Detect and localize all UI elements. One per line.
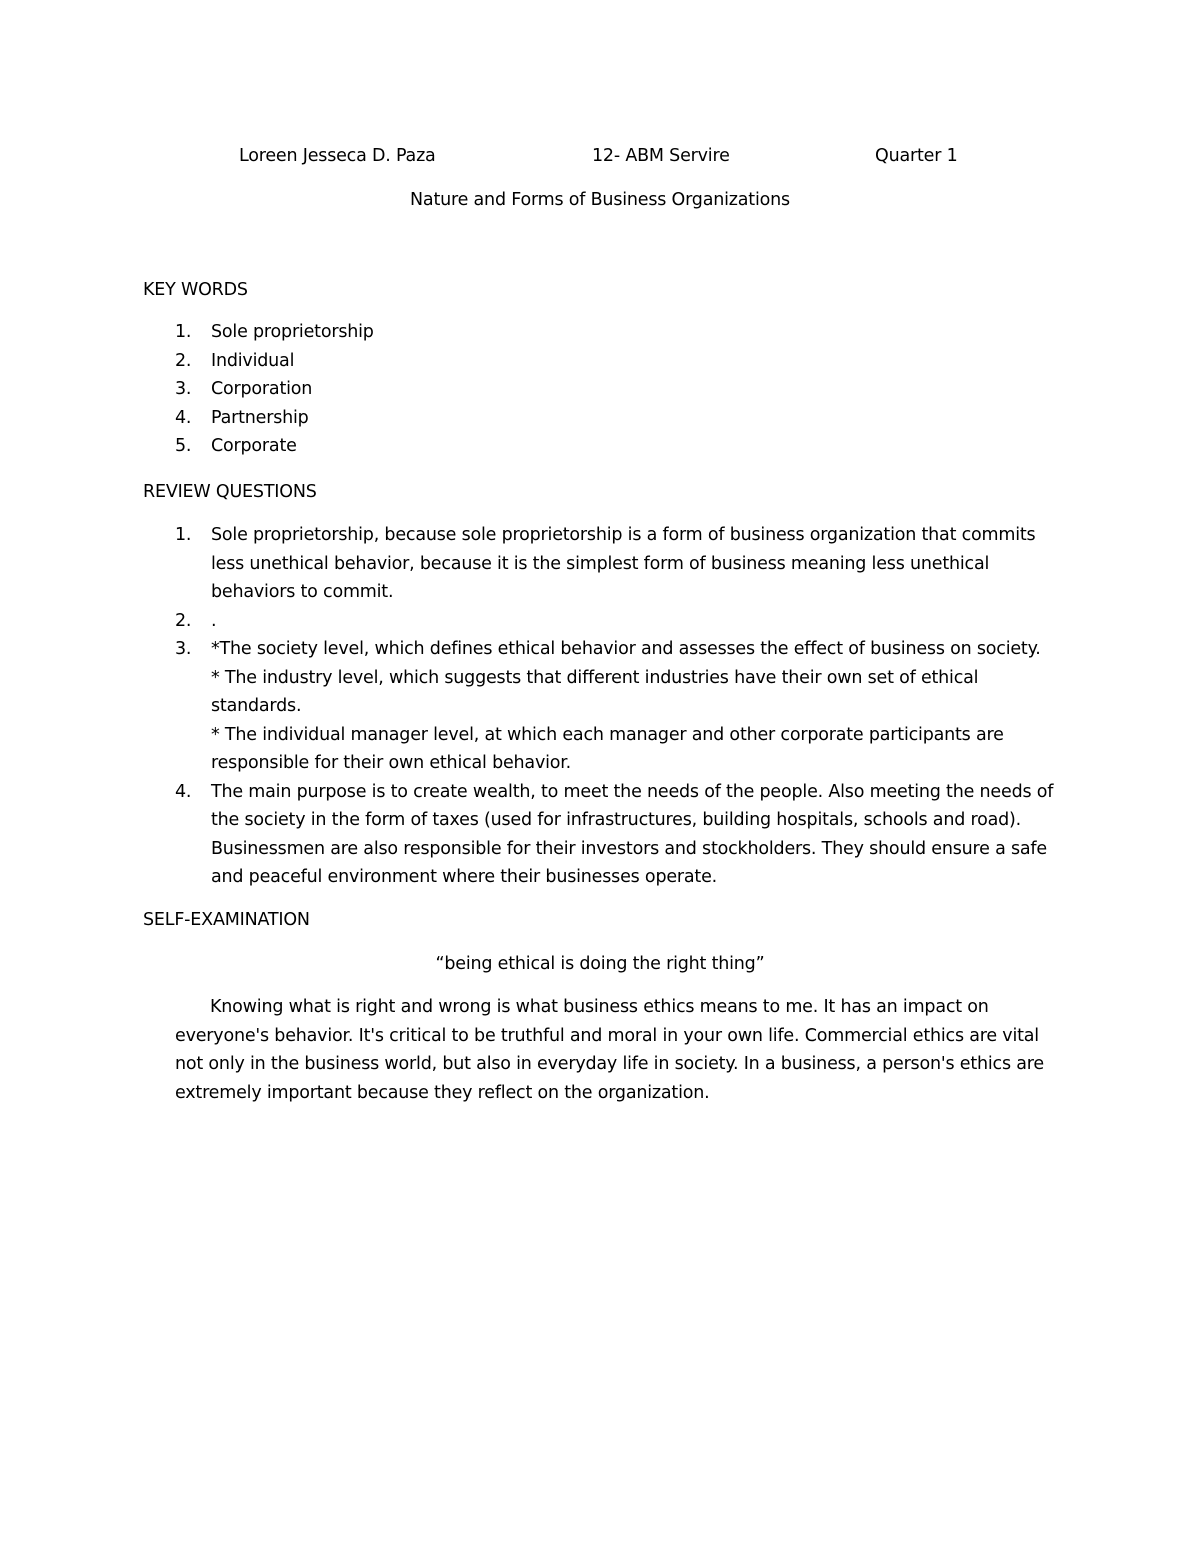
list-item — [175, 375, 1075, 404]
list-item-text: Corporation — [211, 379, 313, 399]
list-item-text: Partnership — [211, 407, 309, 428]
list-item-number: 4. — [175, 781, 192, 802]
list-item-number: 4. — [175, 407, 192, 428]
list-item — [175, 607, 1060, 636]
list-item-number: 2. — [175, 350, 192, 371]
list-item-number: 3. — [175, 379, 192, 399]
class-section: 12- ABM Servire — [592, 146, 730, 166]
list-item-text: Corporate — [211, 436, 297, 456]
list-item — [175, 347, 1075, 376]
review-questions-list — [175, 521, 1060, 892]
list-item — [175, 521, 1060, 607]
list-item — [175, 778, 1060, 892]
self-examination-heading: SELF-EXAMINATION — [143, 910, 310, 930]
quarter-label: Quarter 1 — [875, 146, 958, 166]
list-item-text: Individual — [211, 350, 295, 371]
answer-text: * The industry level, which suggests that different industries have their own set of ethical standards. — [211, 667, 979, 716]
answer-text: The main purpose is to create wealth, to meet the needs of the people. Also meeting the needs of the society in the form of taxes (used for infrastructures, building hospitals, schools and road). Businessmen are also responsible for their investors and stockholders. They should ensure a safe and peaceful environment where their businesses operate. — [211, 781, 1054, 887]
list-item-text: Sole proprietorship — [211, 322, 374, 342]
list-item — [175, 635, 1060, 778]
reflection-paragraph: Knowing what is right and wrong is what business ethics means to me. It has an impact on everyone's behavior. It's critical to be truthful and moral in your own life. Commercial ethics are vital not only in the business world, but also in everyday life in society. In a business, a person's ethics are extremely important because they reflect on the organization. — [175, 997, 1044, 1103]
keywords-list — [175, 318, 1075, 461]
answer-text: . — [211, 610, 217, 631]
review-questions-heading: REVIEW QUESTIONS — [143, 482, 317, 502]
list-item-number: 2. — [175, 610, 192, 631]
list-item-number: 1. — [175, 322, 192, 342]
answer-text: Sole proprietorship, because sole proprietorship is a form of business organization that commits less unethical behavior, because it is the simplest form of business meaning less unethical behaviors to commit. — [211, 525, 1036, 602]
list-item-number: 3. — [175, 639, 192, 659]
list-item-number: 5. — [175, 436, 192, 456]
document-header — [0, 142, 1200, 172]
document-title: Nature and Forms of Business Organizations — [410, 190, 790, 210]
answer-text: * The individual manager level, at which each manager and other corporate participants are responsible for their own ethical behavior. — [211, 724, 1004, 773]
keywords-heading: KEY WORDS — [143, 280, 248, 300]
list-item — [175, 432, 1075, 461]
list-item — [175, 318, 1075, 347]
quote-line: “being ethical is doing the right thing” — [435, 954, 765, 974]
list-item-number: 1. — [175, 525, 192, 545]
list-item — [175, 404, 1075, 433]
student-name: Loreen Jesseca D. Paza — [239, 146, 436, 166]
answer-text: *The society level, which defines ethical behavior and assesses the effect of business on society. — [211, 639, 1041, 659]
